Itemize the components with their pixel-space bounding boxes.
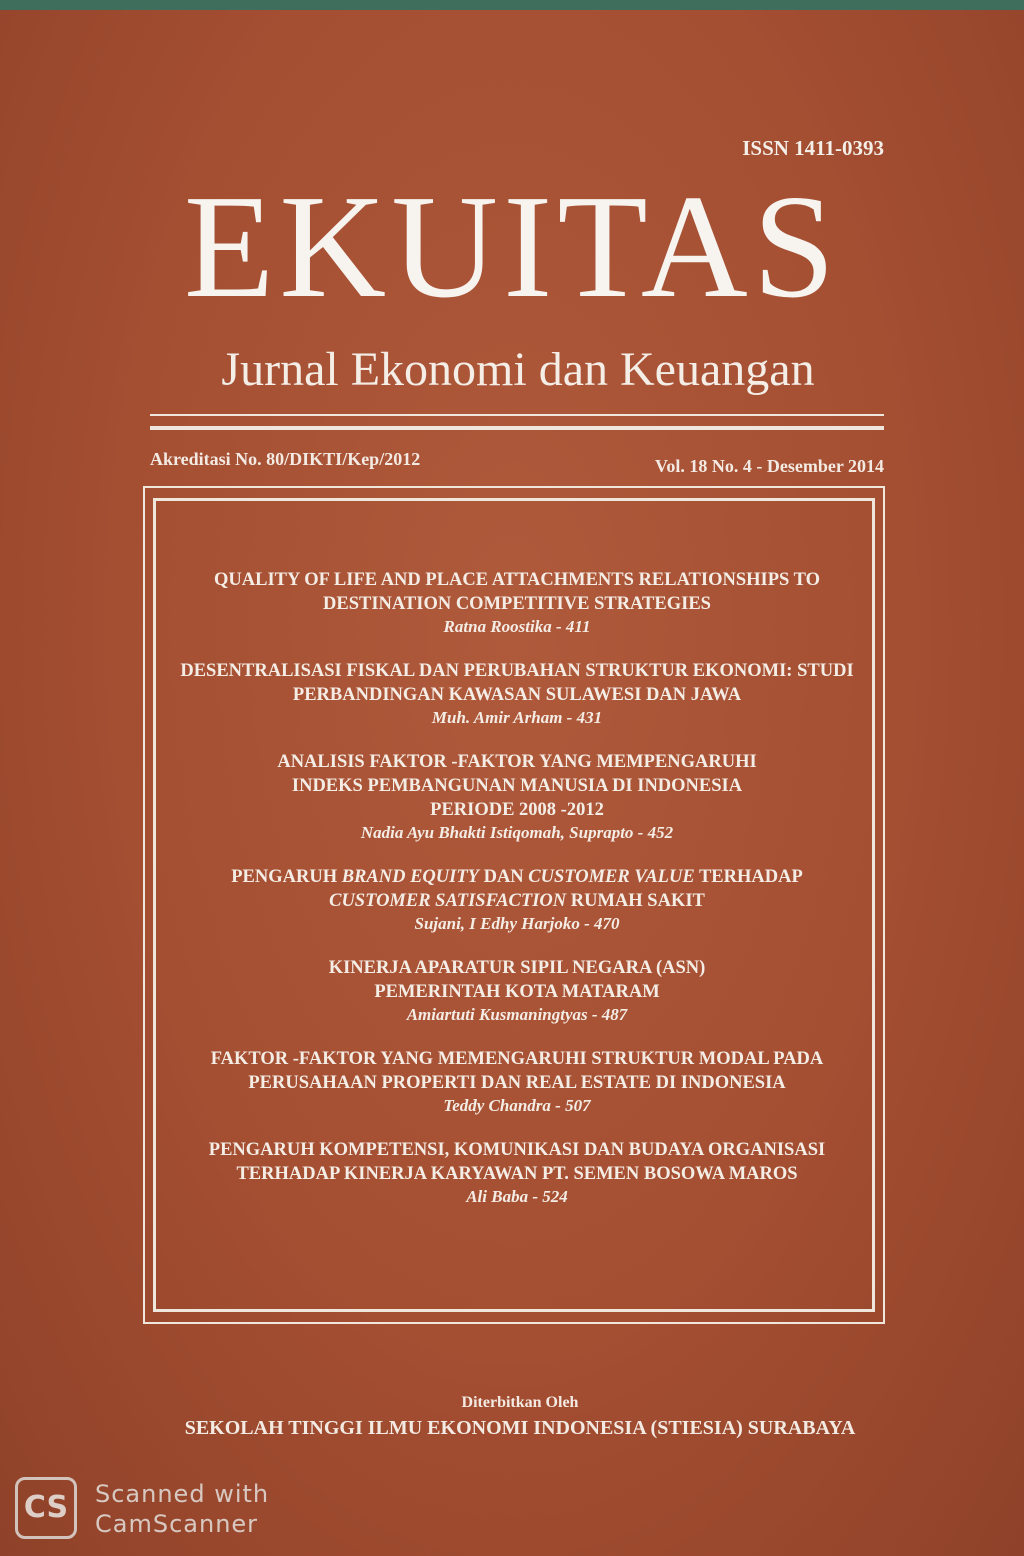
article-author: Teddy Chandra - 507 xyxy=(443,1096,591,1115)
accreditation: Akreditasi No. 80/DIKTI/Kep/2012 xyxy=(150,449,421,469)
article-entry xyxy=(163,956,871,1026)
divider-thick xyxy=(150,426,884,430)
article-title-line: PEMERINTAH KOTA MATARAM xyxy=(374,982,660,1002)
watermark-line1: Scanned with xyxy=(95,1480,270,1508)
article-entry xyxy=(163,659,871,729)
camscanner-watermark xyxy=(15,1477,315,1543)
issn: ISSN 1411-0393 xyxy=(742,136,884,160)
watermark-text xyxy=(95,1479,269,1539)
divider-thin xyxy=(150,414,884,416)
article-title-line: PERIODE 2008 -2012 xyxy=(430,800,604,820)
title-italic-term: CUSTOMER VALUE xyxy=(528,867,695,887)
title-text: RUMAH SAKIT xyxy=(566,891,705,911)
table-of-contents xyxy=(163,568,871,1229)
article-entry xyxy=(163,865,871,935)
journal-title: EKUITAS xyxy=(183,165,841,329)
article-title-line: PENGARUH KOMPETENSI, KOMUNIKASI DAN BUDAYA ORGANISASI xyxy=(208,1140,826,1160)
title-text: TERHADAP xyxy=(694,867,803,887)
article-title-line: PERBANDINGAN KAWASAN SULAWESI DAN JAWA xyxy=(292,685,742,705)
article-entry xyxy=(163,1047,871,1117)
article-entry xyxy=(163,750,871,844)
title-text: PENGARUH xyxy=(231,867,342,887)
article-author: Ratna Roostika - 411 xyxy=(443,617,591,636)
title-italic-term: CUSTOMER SATISFACTION xyxy=(329,891,567,911)
article-entry xyxy=(163,1138,871,1208)
publisher-name: SEKOLAH TINGGI ILMU EKONOMI INDONESIA (STIESIA) SURABAYA xyxy=(184,1417,856,1439)
title-text: DAN xyxy=(478,867,529,887)
publisher-block xyxy=(0,1392,1024,1442)
article-author: Sujani, I Edhy Harjoko - 470 xyxy=(414,914,620,933)
article-title-line: FAKTOR -FAKTOR YANG MEMENGARUHI STRUKTUR MODAL PADA xyxy=(210,1049,824,1069)
title-italic-term: BRAND EQUITY xyxy=(341,867,479,887)
camscanner-logo-icon: CS xyxy=(15,1477,77,1539)
article-title-line: ANALISIS FAKTOR -FAKTOR YANG MEMPENGARUHI xyxy=(277,752,757,772)
article-author: Ali Baba - 524 xyxy=(466,1187,568,1206)
journal-subtitle: Jurnal Ekonomi dan Keuangan xyxy=(221,343,815,396)
volume-info: Vol. 18 No. 4 - Desember 2014 xyxy=(655,456,884,476)
article-title-line: TERHADAP KINERJA KARYAWAN PT. SEMEN BOSOWA MAROS xyxy=(236,1164,798,1184)
article-title-line: QUALITY OF LIFE AND PLACE ATTACHMENTS RELATIONSHIPS TO xyxy=(214,570,820,590)
top-strip xyxy=(0,0,1024,10)
watermark-line2: CamScanner xyxy=(95,1510,259,1538)
publisher-label: Diterbitkan Oleh xyxy=(461,1394,579,1411)
article-title-line: PERUSAHAAN PROPERTI DAN REAL ESTATE DI INDONESIA xyxy=(248,1073,786,1093)
article-title-line xyxy=(163,889,871,913)
article-author: Amiartuti Kusmaningtyas - 487 xyxy=(406,1005,628,1024)
article-title-line: DESENTRALISASI FISKAL DAN PERUBAHAN STRUKTUR EKONOMI: STUDI xyxy=(180,661,854,681)
article-title-line: DESTINATION COMPETITIVE STRATEGIES xyxy=(323,594,711,614)
article-title-line xyxy=(163,865,871,889)
article-title-line: INDEKS PEMBANGUNAN MANUSIA DI INDONESIA xyxy=(291,776,743,796)
article-entry xyxy=(163,568,871,638)
article-author: Nadia Ayu Bhakti Istiqomah, Suprapto - 452 xyxy=(360,823,674,842)
article-title-line: KINERJA APARATUR SIPIL NEGARA (ASN) xyxy=(328,958,706,978)
article-author: Muh. Amir Arham - 431 xyxy=(431,708,603,727)
